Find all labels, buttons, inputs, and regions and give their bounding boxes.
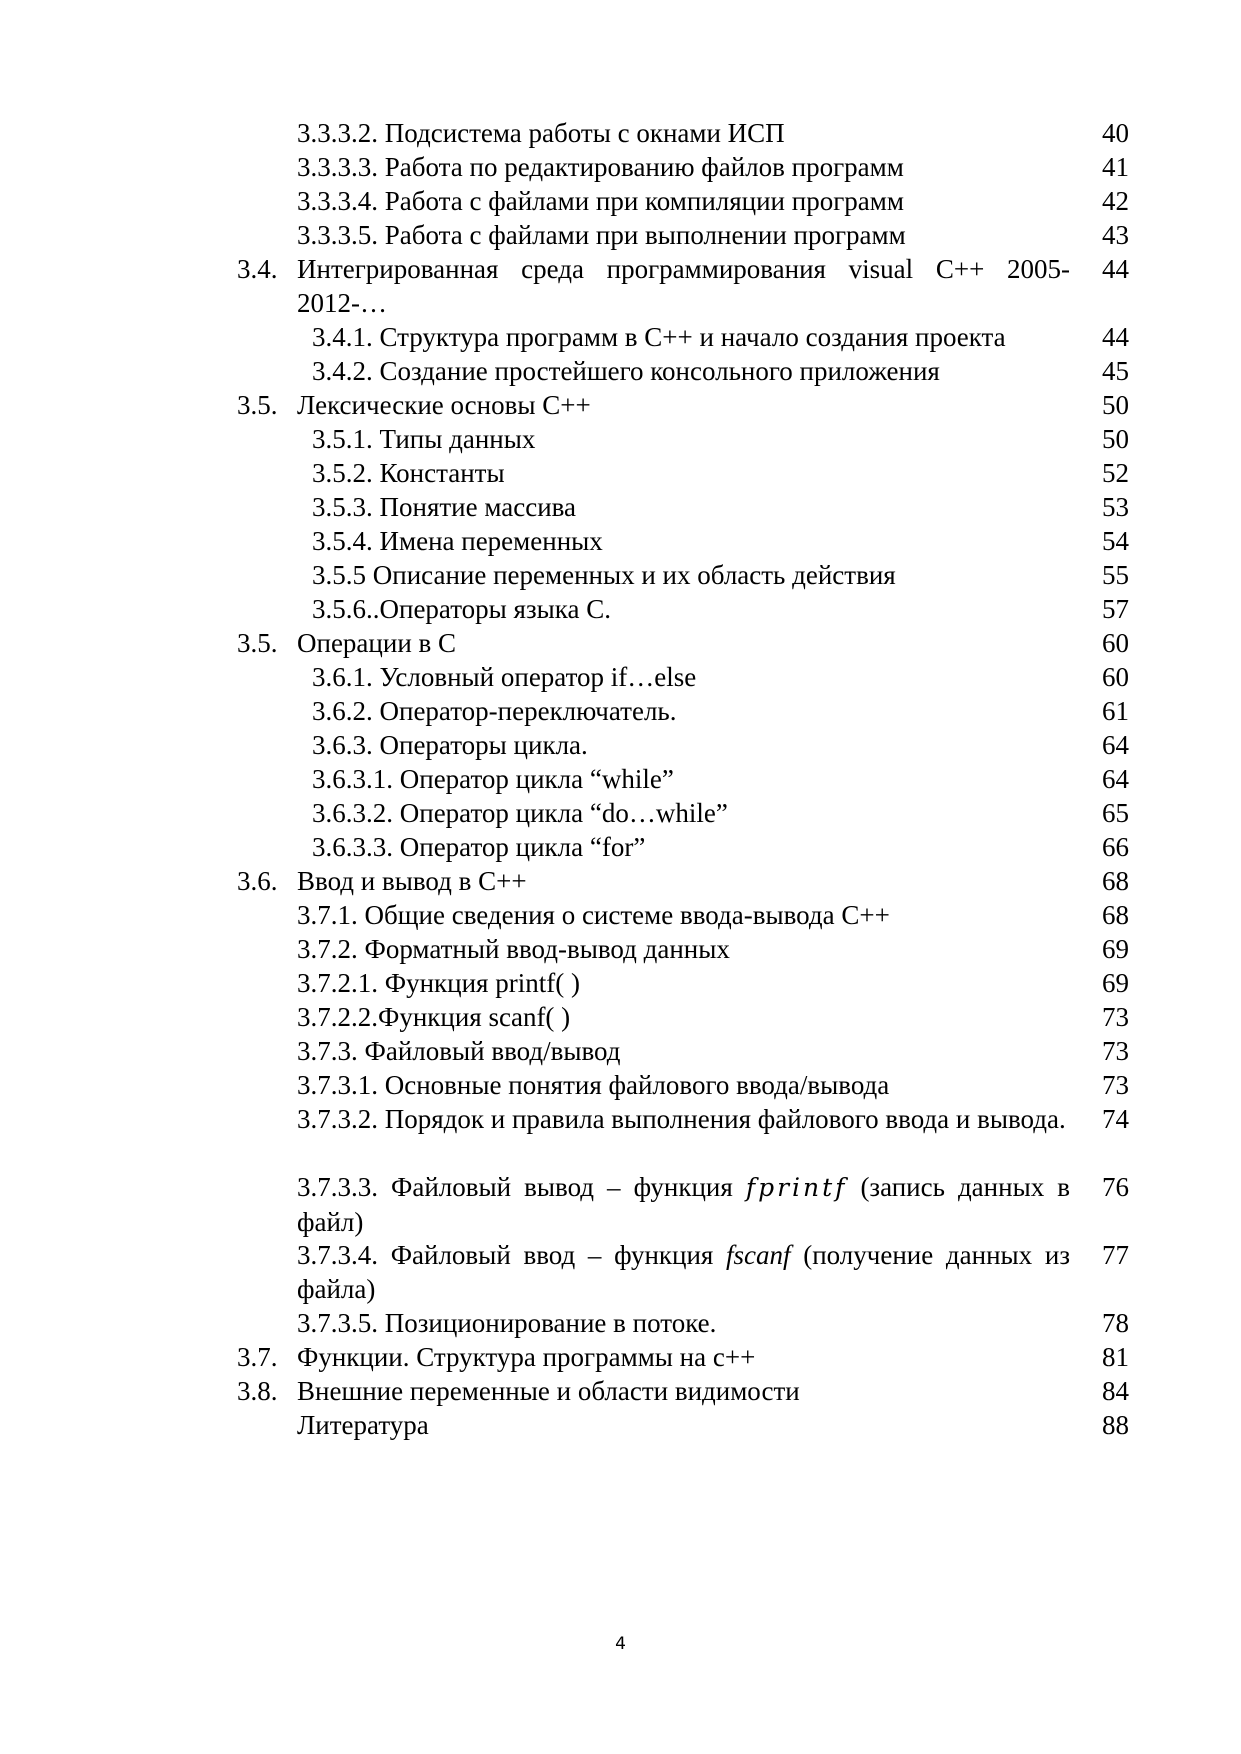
toc-entry [0, 184, 1241, 218]
toc-entry-title: 3.6.3.3. Оператор цикла “for” [312, 832, 646, 862]
page-number: 4 [615, 1634, 626, 1654]
toc-entry [0, 1068, 1241, 1102]
toc-entry-page: 57 [1102, 594, 1129, 624]
toc-entry-number: 3.6. [237, 866, 278, 896]
toc-entry [0, 490, 1241, 524]
toc-entry [0, 1170, 1241, 1238]
toc-entry-function-name: fprintf [745, 1173, 848, 1202]
toc-entry-title: Литература [297, 1410, 429, 1440]
toc-entry-title: 3.5.2. Константы [312, 458, 505, 488]
toc-entry [0, 932, 1241, 966]
toc-entry-page: 66 [1102, 832, 1129, 862]
toc-entry-page: 43 [1102, 220, 1129, 250]
toc-entry [0, 116, 1241, 150]
toc-entry [0, 694, 1241, 728]
toc-entry [0, 354, 1241, 388]
toc-entry-page: 68 [1102, 866, 1129, 896]
toc-entry [0, 1306, 1241, 1340]
toc-entry [0, 830, 1241, 864]
toc-entry-page: 40 [1102, 118, 1129, 148]
toc-entry-number: 3.5. [237, 390, 278, 420]
toc-entry [0, 660, 1241, 694]
toc-entry [0, 728, 1241, 762]
toc-entry-page: 73 [1102, 1036, 1129, 1066]
toc-entry-title: 3.7.3. Файловый ввод/вывод [297, 1036, 621, 1066]
toc-entry [0, 422, 1241, 456]
toc-entry [0, 1034, 1241, 1068]
toc-entry-number: 3.7. [237, 1342, 278, 1372]
toc-entry-title: Лексические основы С++ [297, 390, 591, 420]
toc-entry-title: 3.5.4. Имена переменных [312, 526, 603, 556]
toc-entry-page: 68 [1102, 900, 1129, 930]
toc-entry-page: 69 [1102, 968, 1129, 998]
toc-entry-page: 81 [1102, 1342, 1129, 1372]
toc-entry-title: 3.7.2.2.Функция scanf( ) [297, 1002, 571, 1032]
toc-entry [0, 592, 1241, 626]
toc-entry-page: 44 [1102, 322, 1129, 352]
toc-entry-title: 3.4.1. Структура программ в С++ и начало создания проекта [312, 322, 1006, 352]
toc-entry [0, 1408, 1241, 1442]
toc-entry-page: 55 [1102, 560, 1129, 590]
toc-entry-page: 69 [1102, 934, 1129, 964]
toc-entry [0, 388, 1241, 422]
toc-entry [0, 1000, 1241, 1034]
toc-entry-page: 73 [1102, 1002, 1129, 1032]
toc-entry-page: 42 [1102, 186, 1129, 216]
toc-entry-title: 3.6.3.2. Оператор цикла “do…while” [312, 798, 728, 828]
toc-entry-title: 3.5.6..Операторы языка С. [312, 594, 611, 624]
toc-entry [0, 320, 1241, 354]
toc-entry [0, 1102, 1241, 1170]
toc-entry-title: 3.3.3.4. Работа с файлами при компиляции программ [297, 186, 904, 216]
toc-entry [0, 150, 1241, 184]
toc-entry-number: 3.5. [237, 628, 278, 658]
toc-entry [0, 558, 1241, 592]
toc-entry-page: 74 [1102, 1104, 1129, 1134]
toc-entry-title: 3.7.2. Форматный ввод-вывод данных [297, 934, 730, 964]
toc-entry-page: 53 [1102, 492, 1129, 522]
toc-entry-title: Функции. Структура программы на с++ [297, 1342, 756, 1372]
toc-entry [0, 1238, 1241, 1306]
toc-entry-page: 88 [1102, 1410, 1129, 1440]
toc-entry-page: 44 [1102, 254, 1129, 284]
toc-entry [0, 524, 1241, 558]
toc-entry-title: 3.7.3.4. Файловый ввод – функция fscanf (получение данных из файла) [297, 1240, 1070, 1304]
toc-entry [0, 762, 1241, 796]
toc-entry-title: 3.7.3.5. Позиционирование в потоке. [297, 1308, 717, 1338]
table-of-contents [0, 116, 1241, 1442]
toc-entry-title: 3.6.3.1. Оператор цикла “while” [312, 764, 674, 794]
toc-entry-function-name: fscanf [726, 1240, 791, 1270]
toc-entry [0, 456, 1241, 490]
toc-entry-page: 77 [1102, 1240, 1129, 1270]
toc-entry-title: 3.6.2. Оператор-переключатель. [312, 696, 677, 726]
toc-entry-title: Операции в С [297, 628, 457, 658]
toc-entry-page: 54 [1102, 526, 1129, 556]
toc-entry-page: 50 [1102, 390, 1129, 420]
toc-entry-number: 3.8. [237, 1376, 278, 1406]
toc-entry-title: 3.7.3.3. Файловый вывод – функция fprintf (запись данных в файл) [297, 1172, 1070, 1237]
toc-entry [0, 796, 1241, 830]
toc-entry-page: 84 [1102, 1376, 1129, 1406]
toc-entry [0, 218, 1241, 252]
toc-entry-page: 76 [1102, 1172, 1129, 1202]
toc-entry-page: 65 [1102, 798, 1129, 828]
toc-entry-title: Интегрированная среда программирования visual C++ 2005-2012-… [297, 254, 1070, 318]
toc-entry-page: 61 [1102, 696, 1129, 726]
toc-entry-page: 60 [1102, 662, 1129, 692]
toc-entry-title: 3.7.3.2. Порядок и правила выполнения файлового ввода и вывода. [297, 1104, 1066, 1134]
toc-entry-page: 78 [1102, 1308, 1129, 1338]
toc-entry [0, 626, 1241, 660]
toc-entry-page: 73 [1102, 1070, 1129, 1100]
toc-entry-title: 3.5.1. Типы данных [312, 424, 536, 454]
toc-entry-title: 3.3.3.5. Работа с файлами при выполнении программ [297, 220, 906, 250]
toc-entry [0, 864, 1241, 898]
toc-entry-title: Ввод и вывод в С++ [297, 866, 527, 896]
toc-entry-page: 64 [1102, 764, 1129, 794]
toc-entry-page: 64 [1102, 730, 1129, 760]
toc-entry-title: 3.5.5 Описание переменных и их область действия [312, 560, 896, 590]
toc-entry [0, 1374, 1241, 1408]
toc-entry-number: 3.4. [237, 254, 278, 284]
toc-entry [0, 252, 1241, 320]
toc-entry-title: 3.5.3. Понятие массива [312, 492, 577, 522]
toc-entry-page: 52 [1102, 458, 1129, 488]
toc-entry-title: 3.6.1. Условный оператор if…else [312, 662, 697, 692]
toc-entry-page: 45 [1102, 356, 1129, 386]
toc-entry-title: Внешние переменные и области видимости [297, 1376, 800, 1406]
toc-entry-page: 50 [1102, 424, 1129, 454]
toc-entry-title: 3.7.2.1. Функция printf( ) [297, 968, 580, 998]
toc-entry-title: 3.3.3.3. Работа по редактированию файлов программ [297, 152, 904, 182]
toc-entry-title: 3.7.3.1. Основные понятия файлового ввода/вывода [297, 1070, 890, 1100]
toc-entry-title: 3.6.3. Операторы цикла. [312, 730, 588, 760]
toc-entry-title: 3.3.3.2. Подсистема работы с окнами ИСП [297, 118, 785, 148]
toc-entry-title: 3.4.2. Создание простейшего консольного приложения [312, 356, 940, 386]
toc-entry [0, 1340, 1241, 1374]
toc-entry [0, 966, 1241, 1000]
toc-entry-title: 3.7.1. Общие сведения о системе ввода-вывода С++ [297, 900, 890, 930]
toc-entry-page: 60 [1102, 628, 1129, 658]
toc-entry [0, 898, 1241, 932]
toc-entry-page: 41 [1102, 152, 1129, 182]
